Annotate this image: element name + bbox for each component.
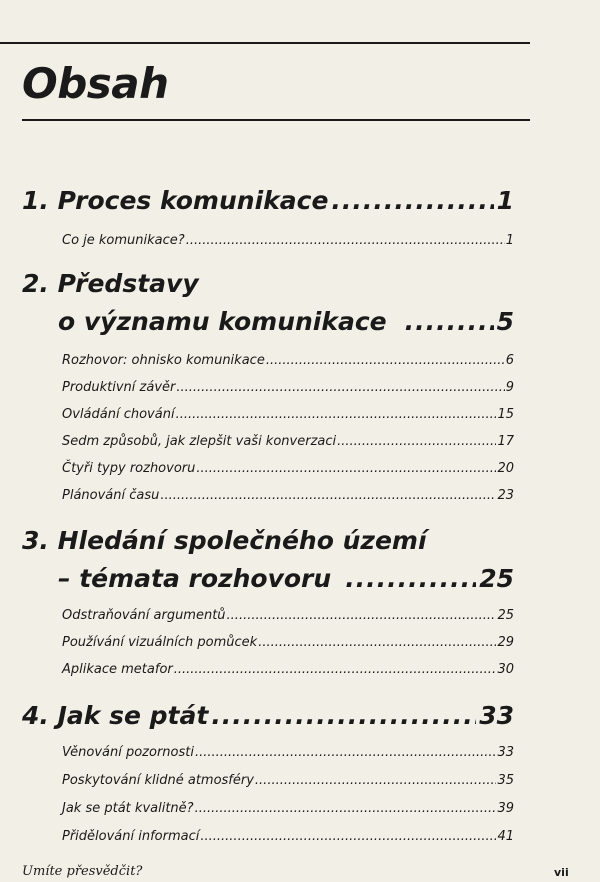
toc-entry[interactable] (62, 232, 514, 250)
chapter-heading[interactable] (22, 182, 514, 220)
entry-page: 25 (497, 608, 514, 623)
entry-page: 23 (497, 488, 514, 503)
entry-title: Rozhovor: ohnisko komunikace (62, 353, 265, 368)
chapter-title: – témata rozhovoru (58, 564, 332, 593)
chapter-title: 4. Jak se ptát (22, 701, 209, 730)
entry-page: 9 (505, 380, 514, 395)
dot-leader (345, 560, 476, 598)
toc-entry[interactable] (62, 406, 514, 424)
dot-leader (258, 634, 496, 652)
toc-entry[interactable] (62, 800, 514, 818)
running-footer-title: Umíte přesvědčit? (22, 864, 143, 879)
dot-leader (174, 661, 497, 679)
toc-entry[interactable] (62, 352, 514, 370)
entry-page: 15 (497, 407, 514, 422)
dot-leader (196, 460, 496, 478)
dot-leader (255, 772, 497, 790)
chapter-heading[interactable] (22, 522, 514, 598)
chapter-heading[interactable] (22, 265, 514, 341)
chapter-heading-line (22, 697, 514, 735)
entry-title: Věnování pozornosti (62, 745, 194, 760)
entry-page: 29 (497, 635, 514, 650)
dot-leader (176, 406, 497, 424)
chapter-title: 3. Hledání společného území (22, 526, 427, 555)
dot-leader (176, 379, 504, 397)
chapter-page: 1 (496, 186, 514, 215)
dot-leader (337, 433, 496, 451)
chapter-page: 33 (479, 701, 514, 730)
entry-page: 35 (497, 773, 514, 788)
entry-page: 39 (497, 801, 514, 816)
chapter-title: o významu komunikace (58, 307, 387, 336)
page-number: vii (554, 866, 569, 879)
chapter-heading-line (22, 560, 514, 598)
entry-title: Jak se ptát kvalitně? (62, 801, 194, 816)
page-title: Obsah (22, 59, 169, 108)
entry-page: 20 (497, 461, 514, 476)
entry-title: Ovládání chování (62, 407, 175, 422)
top-rule (0, 42, 530, 44)
entry-page: 33 (497, 745, 514, 760)
dot-leader (200, 828, 496, 846)
dot-leader (405, 303, 494, 341)
toc-entry[interactable] (62, 661, 514, 679)
dot-leader (160, 487, 496, 505)
entry-title: Sedm způsobů, jak zlepšit vaši konverzaci (62, 434, 337, 449)
dot-leader (186, 232, 505, 250)
toc-entry[interactable] (62, 379, 514, 397)
toc-entry[interactable] (62, 828, 514, 846)
chapter-heading-line (22, 182, 514, 220)
toc-entry[interactable] (62, 744, 514, 762)
entry-title: Plánování času (62, 488, 160, 503)
entry-title: Používání vizuálních pomůcek (62, 635, 258, 650)
entry-page: 17 (497, 434, 514, 449)
entry-page: 6 (505, 353, 514, 368)
toc-entry[interactable] (62, 487, 514, 505)
entry-title: Co je komunikace? (62, 233, 185, 248)
entry-page: 30 (497, 662, 514, 677)
entry-title: Produktivní závěr (62, 380, 176, 395)
dot-leader (195, 744, 496, 762)
entry-title: Odstraňování argumentů (62, 608, 226, 623)
dot-leader (266, 352, 505, 370)
entry-title: Aplikace metafor (62, 662, 173, 677)
chapter-page: 5 (496, 307, 514, 336)
entry-title: Čtyři typy rozhovoru (62, 461, 196, 476)
toc-entry[interactable] (62, 433, 514, 451)
chapter-heading[interactable] (22, 697, 514, 735)
chapter-heading-line (22, 265, 514, 303)
entry-title: Poskytování klidné atmosféry (62, 773, 254, 788)
entry-page: 41 (497, 829, 514, 844)
chapter-title: 2. Představy (22, 269, 199, 298)
chapter-page: 25 (479, 564, 514, 593)
title-underline (22, 119, 530, 121)
entry-title: Přidělování informací (62, 829, 200, 844)
dot-leader (211, 697, 476, 735)
chapter-heading-line (22, 303, 514, 341)
dot-leader (227, 607, 497, 625)
entry-page: 1 (505, 233, 514, 248)
dot-leader (195, 800, 497, 818)
chapter-heading-line (22, 522, 514, 560)
chapter-title: 1. Proces komunikace (22, 186, 329, 215)
toc-entry[interactable] (62, 772, 514, 790)
toc-entry[interactable] (62, 460, 514, 478)
toc-entry[interactable] (62, 607, 514, 625)
dot-leader (331, 182, 493, 220)
toc-entry[interactable] (62, 634, 514, 652)
